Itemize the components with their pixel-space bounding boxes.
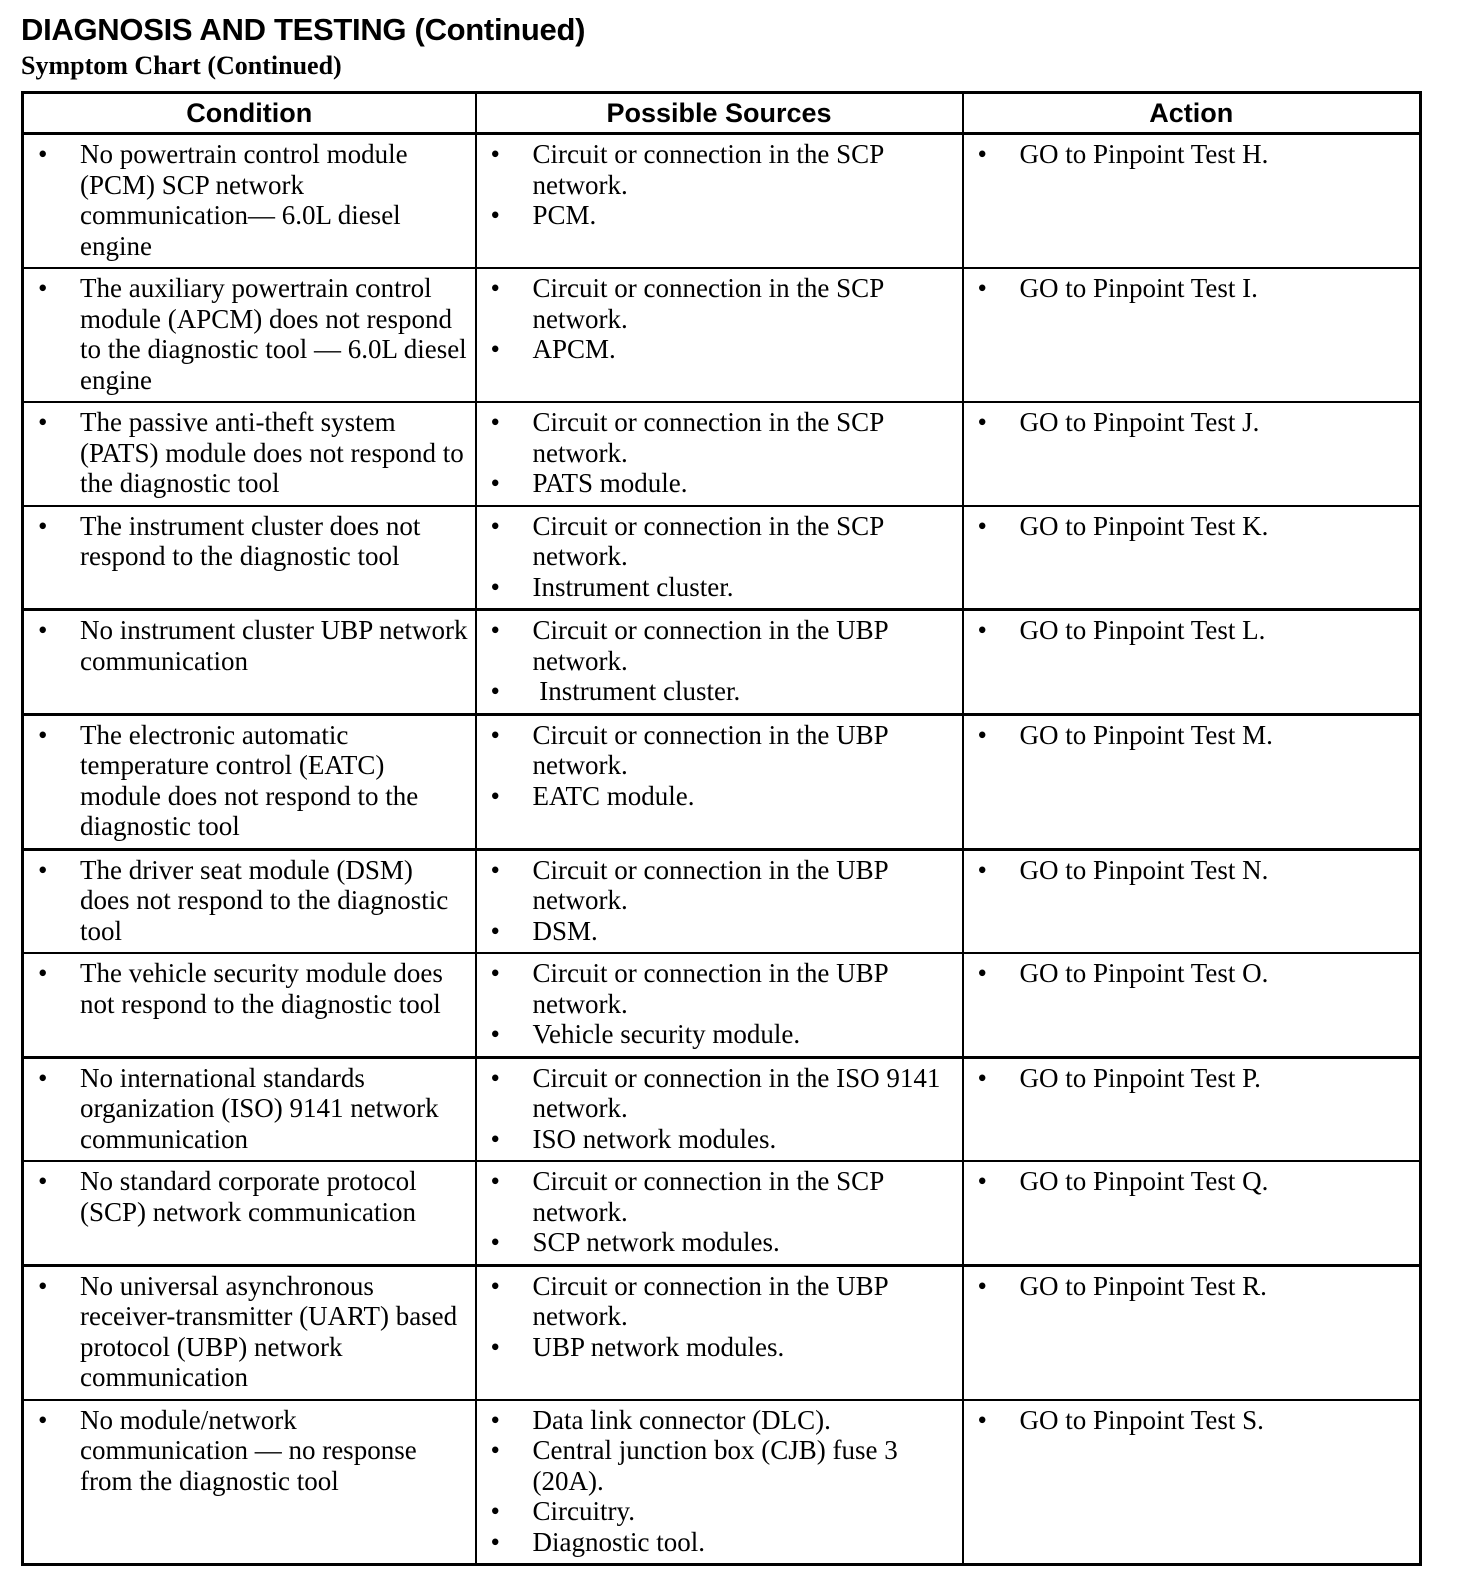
bullet-icon: • (490, 915, 500, 946)
action-cell (963, 134, 1421, 269)
condition-item (24, 615, 469, 676)
bullet-icon: • (490, 139, 500, 169)
possible-source-item (477, 1166, 956, 1227)
possible-source-text: Circuit or connection in the SCP network. (532, 510, 890, 571)
bullet-icon: • (977, 615, 987, 645)
action-cell (963, 1400, 1421, 1565)
possible-source-text: EATC module. (532, 780, 695, 811)
condition-item (24, 1063, 469, 1155)
possible-source-item (477, 1063, 956, 1124)
bullet-icon: • (38, 1166, 48, 1196)
condition-list (24, 855, 469, 947)
condition-cell (23, 134, 476, 269)
possible-sources-cell (476, 714, 963, 849)
action-text: GO to Pinpoint Test O. (1019, 958, 1269, 988)
possible-source-text: Circuit or connection in the UBP network. (532, 615, 895, 676)
possible-source-item (477, 468, 956, 499)
possible-source-text: PATS module. (532, 468, 688, 498)
condition-list (24, 407, 469, 499)
action-text: GO to Pinpoint Test P. (1019, 1062, 1261, 1093)
possible-source-text: Diagnostic tool. (532, 1526, 705, 1557)
possible-source-item (477, 958, 956, 1019)
condition-text: The passive anti-theft system (PATS) module does not respond to the diagnostic tool (80, 407, 464, 498)
action-cell (963, 506, 1421, 610)
bullet-icon: • (490, 468, 500, 498)
condition-cell (23, 849, 476, 953)
bullet-icon: • (38, 615, 48, 645)
possible-sources-cell (476, 1161, 963, 1265)
condition-item (24, 958, 469, 1019)
bullet-icon: • (490, 1062, 500, 1093)
possible-source-item (477, 1019, 956, 1050)
possible-source-text: Circuit or connection in the UBP network. (532, 958, 895, 1019)
possible-source-text: Instrument cluster. (532, 676, 741, 706)
action-text: GO to Pinpoint Test S. (1019, 1404, 1264, 1435)
condition-list (24, 1063, 469, 1155)
action-item (964, 720, 1414, 751)
action-text: GO to Pinpoint Test Q. (1019, 1166, 1269, 1196)
condition-cell (23, 610, 476, 715)
action-item (964, 273, 1414, 304)
bullet-icon: • (490, 1526, 500, 1557)
possible-source-item (477, 1435, 956, 1496)
bullet-icon: • (38, 273, 48, 303)
action-item (964, 407, 1414, 438)
possible-source-text: Circuit or connection in the ISO 9141 network. (532, 1062, 948, 1123)
possible-sources-cell (476, 268, 963, 402)
action-list (964, 273, 1414, 304)
possible-source-item (477, 676, 956, 707)
condition-list (24, 958, 469, 1019)
action-item (964, 855, 1414, 886)
bullet-icon: • (490, 407, 500, 437)
possible-sources-list (477, 855, 956, 947)
possible-sources-list (477, 720, 956, 812)
possible-source-text: Circuit or connection in the UBP network. (532, 719, 895, 780)
bullet-icon: • (490, 1270, 500, 1301)
action-text: GO to Pinpoint Test I. (1019, 273, 1258, 303)
action-item (964, 1166, 1414, 1197)
bullet-icon: • (38, 854, 48, 885)
table-row (23, 714, 1421, 849)
condition-item (24, 1271, 469, 1393)
action-list (964, 855, 1414, 886)
possible-source-item (477, 781, 956, 812)
condition-cell (23, 506, 476, 610)
condition-item (24, 407, 469, 499)
possible-source-item (477, 572, 956, 603)
bullet-icon: • (490, 334, 500, 364)
action-item (964, 139, 1414, 170)
condition-list (24, 1405, 469, 1497)
bullet-icon: • (490, 1331, 500, 1362)
possible-sources-cell (476, 1400, 963, 1565)
bullet-icon: • (977, 510, 987, 541)
possible-sources-list (477, 407, 956, 499)
condition-list (24, 139, 469, 261)
possible-source-item (477, 1527, 956, 1558)
action-cell (963, 849, 1421, 953)
action-text: GO to Pinpoint Test R. (1019, 1270, 1267, 1301)
action-item (964, 958, 1414, 989)
action-cell (963, 1265, 1421, 1400)
action-cell (963, 1161, 1421, 1265)
possible-source-item (477, 855, 956, 916)
action-list (964, 407, 1414, 438)
possible-sources-cell (476, 610, 963, 715)
bullet-icon: • (977, 273, 987, 303)
possible-source-text: APCM. (532, 334, 616, 364)
possible-source-item (477, 334, 956, 365)
possible-source-item (477, 1271, 956, 1332)
possible-source-text: Instrument cluster. (532, 571, 734, 602)
action-text: GO to Pinpoint Test H. (1019, 139, 1269, 169)
possible-source-item (477, 273, 956, 334)
condition-cell (23, 268, 476, 402)
condition-cell (23, 1161, 476, 1265)
bullet-icon: • (490, 958, 500, 988)
possible-sources-cell (476, 1265, 963, 1400)
condition-cell (23, 1400, 476, 1565)
bullet-icon: • (490, 780, 500, 811)
condition-list (24, 1271, 469, 1393)
symptom-chart-table (21, 91, 1422, 1566)
possible-source-text: PCM. (532, 200, 597, 230)
possible-source-item (477, 200, 956, 231)
action-list (964, 139, 1414, 170)
possible-source-text: DSM. (532, 915, 598, 946)
action-item (964, 1405, 1414, 1436)
bullet-icon: • (490, 1404, 500, 1435)
action-item (964, 615, 1414, 646)
possible-sources-list (477, 139, 956, 231)
condition-list (24, 511, 469, 572)
action-cell (963, 610, 1421, 715)
possible-sources-list (477, 1166, 956, 1258)
bullet-icon: • (490, 1019, 500, 1049)
condition-text: The driver seat module (DSM) does not respond to the diagnostic tool (80, 854, 449, 946)
possible-source-text: Central junction box (CJB) fuse 3 (20A). (532, 1435, 905, 1496)
bullet-icon: • (490, 273, 500, 303)
possible-source-item (477, 407, 956, 468)
possible-sources-list (477, 273, 956, 365)
condition-text: The instrument cluster does not respond to the diagnostic tool (80, 510, 421, 571)
condition-cell (23, 1057, 476, 1161)
action-text: GO to Pinpoint Test M. (1019, 719, 1273, 750)
possible-source-text: Circuit or connection in the UBP network. (532, 1270, 895, 1331)
bullet-icon: • (977, 1062, 987, 1093)
possible-source-item (477, 1124, 956, 1155)
possible-source-text: Circuit or connection in the SCP network. (532, 1166, 890, 1227)
condition-item (24, 855, 469, 947)
possible-source-text: Data link connector (DLC). (532, 1404, 831, 1435)
column-header-condition: Condition (23, 93, 476, 134)
action-list (964, 615, 1414, 646)
bullet-icon: • (490, 1227, 500, 1257)
bullet-icon: • (977, 1404, 987, 1435)
bullet-icon: • (38, 139, 48, 169)
condition-text: No universal asynchronous receiver-transmitter (UART) based protocol (UBP) network communication (80, 1270, 458, 1392)
condition-text: The auxiliary powertrain control module (APCM) does not respond to the diagnostic tool — 6.0L diesel engine (80, 273, 467, 395)
possible-sources-cell (476, 506, 963, 610)
possible-source-item (477, 916, 956, 947)
possible-source-text: Circuit or connection in the SCP network. (532, 139, 890, 200)
action-text: GO to Pinpoint Test K. (1019, 510, 1269, 541)
possible-source-text: Circuitry. (532, 1496, 635, 1526)
possible-source-item (477, 1332, 956, 1363)
table-row (23, 506, 1421, 610)
bullet-icon: • (38, 719, 48, 750)
possible-sources-list (477, 1405, 956, 1558)
bullet-icon: • (490, 1123, 500, 1154)
possible-source-text: UBP network modules. (532, 1331, 785, 1362)
table-row (23, 610, 1421, 715)
possible-sources-cell (476, 402, 963, 506)
possible-source-text: Circuit or connection in the UBP network. (532, 854, 895, 915)
table-row (23, 953, 1421, 1057)
condition-cell (23, 714, 476, 849)
possible-sources-cell (476, 849, 963, 953)
bullet-icon: • (38, 1404, 48, 1435)
condition-cell (23, 953, 476, 1057)
bullet-icon: • (977, 1270, 987, 1301)
bullet-icon: • (977, 854, 987, 885)
condition-cell (23, 402, 476, 506)
possible-source-item (477, 511, 956, 572)
condition-item (24, 1405, 469, 1497)
page-heading: DIAGNOSIS AND TESTING (Continued) (21, 12, 586, 47)
condition-item (24, 511, 469, 572)
action-list (964, 511, 1414, 542)
bullet-icon: • (490, 676, 500, 706)
possible-sources-list (477, 1271, 956, 1363)
table-row (23, 1400, 1421, 1565)
condition-list (24, 720, 469, 842)
condition-text: No instrument cluster UBP network communication (80, 615, 468, 676)
condition-text: No international standards organization (ISO) 9141 network communication (80, 1062, 439, 1154)
possible-sources-list (477, 958, 956, 1050)
bullet-icon: • (490, 200, 500, 230)
bullet-icon: • (490, 1435, 500, 1465)
action-cell (963, 1057, 1421, 1161)
possible-sources-cell (476, 953, 963, 1057)
condition-list (24, 273, 469, 395)
bullet-icon: • (977, 719, 987, 750)
table-row (23, 1161, 1421, 1265)
possible-sources-cell (476, 134, 963, 269)
condition-item (24, 273, 469, 395)
possible-source-text: Circuit or connection in the SCP network. (532, 407, 890, 468)
action-list (964, 1063, 1414, 1094)
bullet-icon: • (38, 510, 48, 541)
possible-source-text: ISO network modules. (532, 1123, 777, 1154)
condition-text: No module/network communication — no response from the diagnostic tool (80, 1404, 417, 1496)
action-cell (963, 714, 1421, 849)
action-list (964, 958, 1414, 989)
condition-item (24, 720, 469, 842)
action-text: GO to Pinpoint Test N. (1019, 854, 1269, 885)
table-row (23, 402, 1421, 506)
possible-source-item (477, 615, 956, 676)
column-header-action: Action (963, 93, 1421, 134)
column-header-possible-sources: Possible Sources (476, 93, 963, 134)
possible-source-item (477, 720, 956, 781)
action-item (964, 1271, 1414, 1302)
condition-item (24, 1166, 469, 1227)
bullet-icon: • (490, 854, 500, 885)
possible-source-text: SCP network modules. (532, 1227, 780, 1257)
bullet-icon: • (38, 407, 48, 437)
condition-item (24, 139, 469, 261)
bullet-icon: • (977, 958, 987, 988)
action-cell (963, 402, 1421, 506)
possible-sources-cell (476, 1057, 963, 1161)
action-list (964, 1405, 1414, 1436)
condition-text: The electronic automatic temperature control (EATC) module does not respond to the diagnostic tool (80, 719, 419, 841)
bullet-icon: • (38, 1270, 48, 1301)
table-row (23, 1057, 1421, 1161)
possible-source-text: Vehicle security module. (532, 1019, 801, 1049)
action-list (964, 1271, 1414, 1302)
possible-sources-list (477, 511, 956, 603)
table-row (23, 134, 1421, 269)
table-row (23, 849, 1421, 953)
bullet-icon: • (490, 1166, 500, 1196)
possible-source-item (477, 1405, 956, 1436)
action-cell (963, 953, 1421, 1057)
table-row (23, 268, 1421, 402)
action-text: GO to Pinpoint Test J. (1019, 407, 1260, 437)
possible-sources-list (477, 615, 956, 707)
bullet-icon: • (490, 510, 500, 541)
action-list (964, 720, 1414, 751)
condition-text: The vehicle security module does not respond to the diagnostic tool (80, 958, 443, 1019)
table-header-row (23, 93, 1421, 134)
condition-cell (23, 1265, 476, 1400)
table-body (23, 134, 1421, 1565)
possible-source-text: Circuit or connection in the SCP network. (532, 273, 890, 334)
possible-source-item (477, 1496, 956, 1527)
possible-source-item (477, 1227, 956, 1258)
action-item (964, 1063, 1414, 1094)
page-subheading: Symptom Chart (Continued) (21, 51, 342, 80)
action-item (964, 511, 1414, 542)
bullet-icon: • (38, 1062, 48, 1093)
bullet-icon: • (977, 139, 987, 169)
condition-list (24, 1166, 469, 1227)
action-list (964, 1166, 1414, 1197)
bullet-icon: • (490, 719, 500, 750)
bullet-icon: • (977, 1166, 987, 1196)
table-row (23, 1265, 1421, 1400)
bullet-icon: • (490, 615, 500, 645)
condition-list (24, 615, 469, 676)
bullet-icon: • (490, 571, 500, 602)
action-text: GO to Pinpoint Test L. (1019, 615, 1266, 645)
bullet-icon: • (490, 1496, 500, 1526)
bullet-icon: • (38, 958, 48, 988)
possible-sources-list (477, 1063, 956, 1155)
action-cell (963, 268, 1421, 402)
possible-source-item (477, 139, 956, 200)
condition-text: No standard corporate protocol (SCP) network communication (80, 1166, 417, 1227)
bullet-icon: • (977, 407, 987, 437)
condition-text: No powertrain control module (PCM) SCP network communication— 6.0L diesel engine (80, 139, 408, 261)
